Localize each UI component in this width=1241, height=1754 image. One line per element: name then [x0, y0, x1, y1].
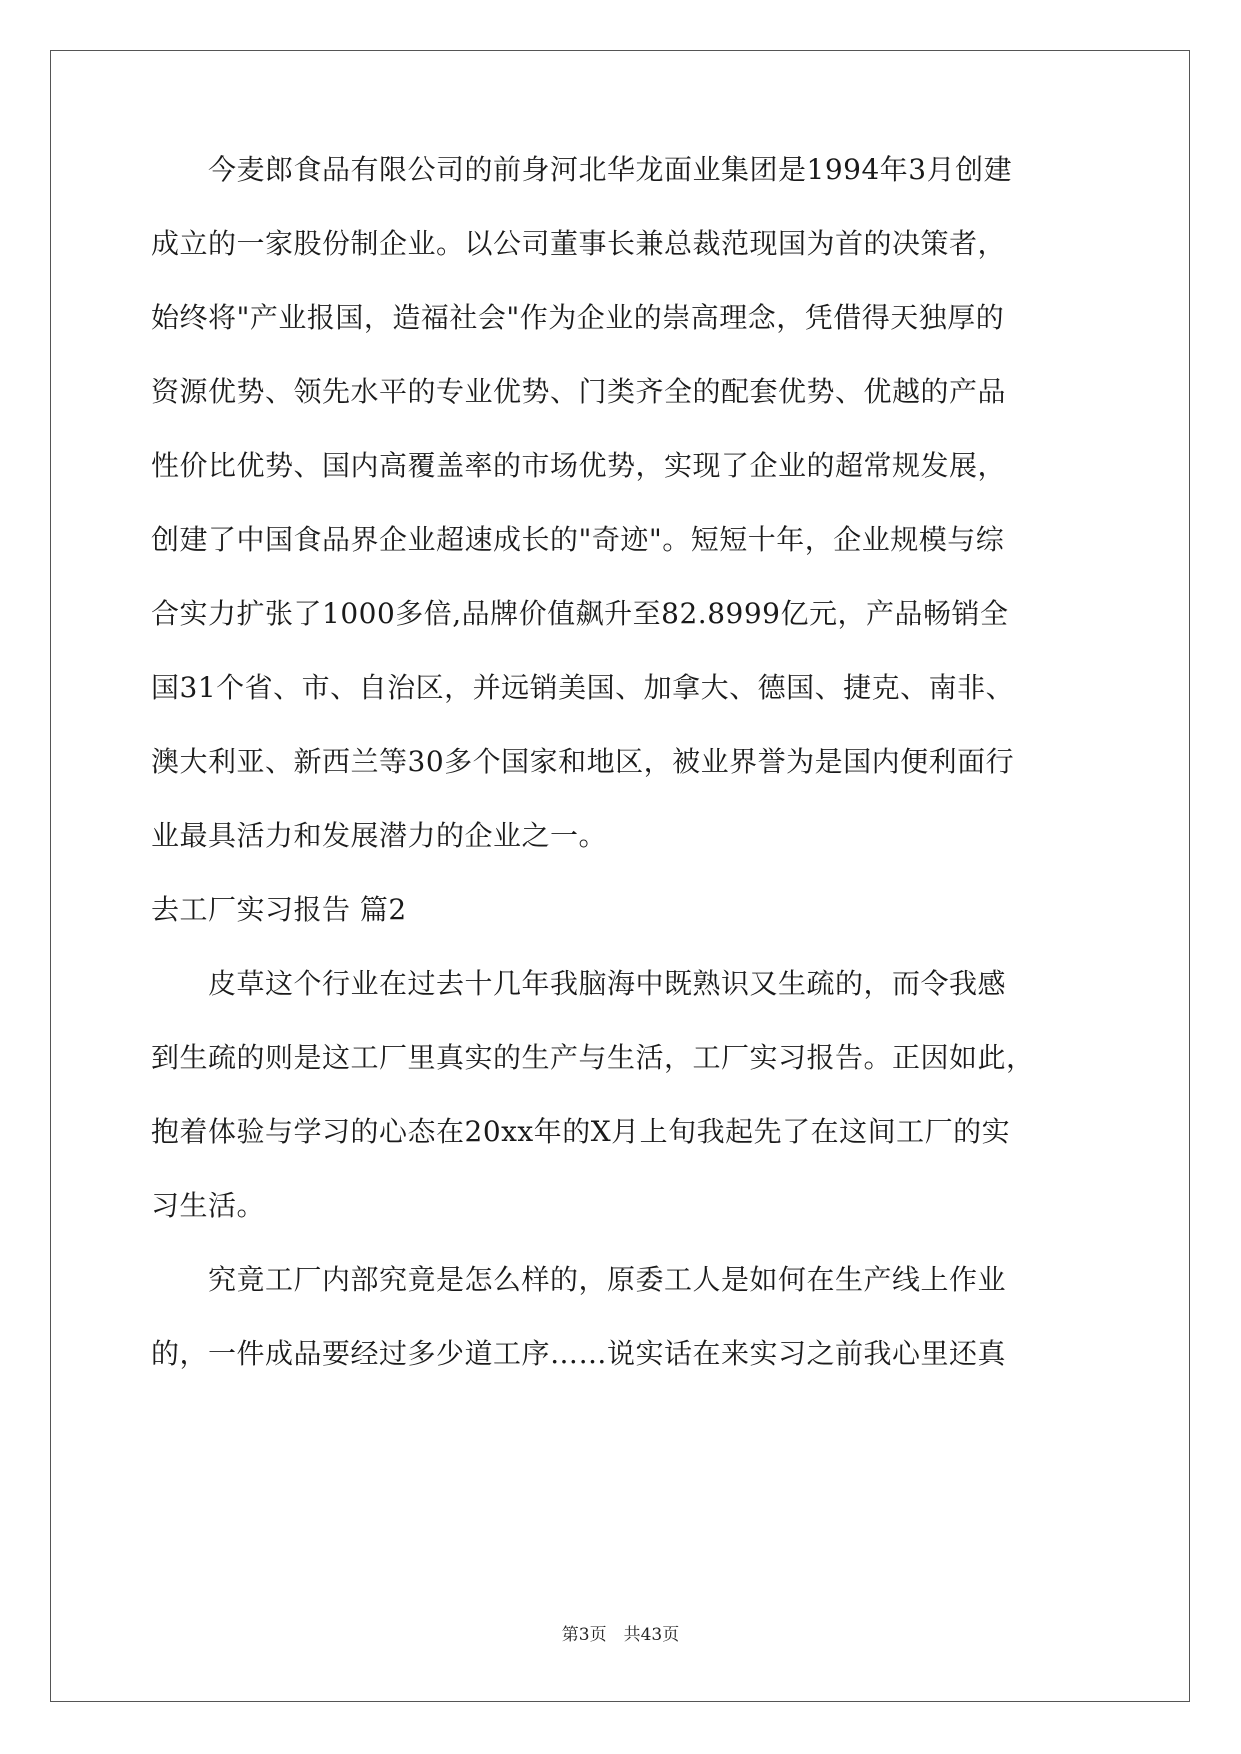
text-line: 抱着体验与学习的心态在20xx年的X月上旬我起先了在这间工厂的实 — [151, 1115, 1011, 1148]
text-line: 国31个省、市、自治区，并远销美国、加拿大、德国、捷克、南非、 — [151, 671, 1015, 704]
text-line: 到生疏的则是这工厂里真实的生产与生活，工厂实习报告。正因如此， — [151, 1041, 1035, 1074]
text-line: 成立的一家股份制企业。以公司董事长兼总裁范现国为首的决策者， — [151, 227, 1007, 260]
text-line: 始终将"产业报国，造福社会"作为企业的崇高理念，凭借得天独厚的 — [151, 301, 1005, 334]
text-line: 的，一件成品要经过多少道工序……说实话在来实习之前我心里还真 — [151, 1337, 1007, 1370]
text-line: 今麦郎食品有限公司的前身河北华龙面业集团是1994年3月创建 — [151, 153, 1013, 186]
text-line: 习生活。 — [151, 1189, 266, 1222]
text-line: 资源优势、领先水平的专业优势、门类齐全的配套优势、优越的产品 — [151, 375, 1007, 408]
text-line: 澳大利亚、新西兰等30多个国家和地区，被业界誉为是国内便利面行 — [151, 745, 1015, 778]
text-line: 皮草这个行业在过去十几年我脑海中既熟识又生疏的，而令我感 — [151, 967, 1007, 1000]
text-line: 究竟工厂内部究竟是怎么样的，原委工人是如何在生产线上作业 — [151, 1263, 1007, 1296]
text-line: 性价比优势、国内高覆盖率的市场优势，实现了企业的超常规发展， — [151, 449, 1007, 482]
text-line: 业最具活力和发展潜力的企业之一。 — [151, 819, 608, 852]
page-number-footer: 第3页 共43页 — [561, 1625, 680, 1645]
text-line: 合实力扩张了1000多倍,品牌价值飙升至82.8999亿元，产品畅销全 — [151, 597, 1009, 630]
section-heading: 去工厂实习报告 篇2 — [151, 893, 407, 926]
text-line: 创建了中国食品界企业超速成长的"奇迹"。短短十年，企业规模与综 — [151, 523, 1005, 556]
